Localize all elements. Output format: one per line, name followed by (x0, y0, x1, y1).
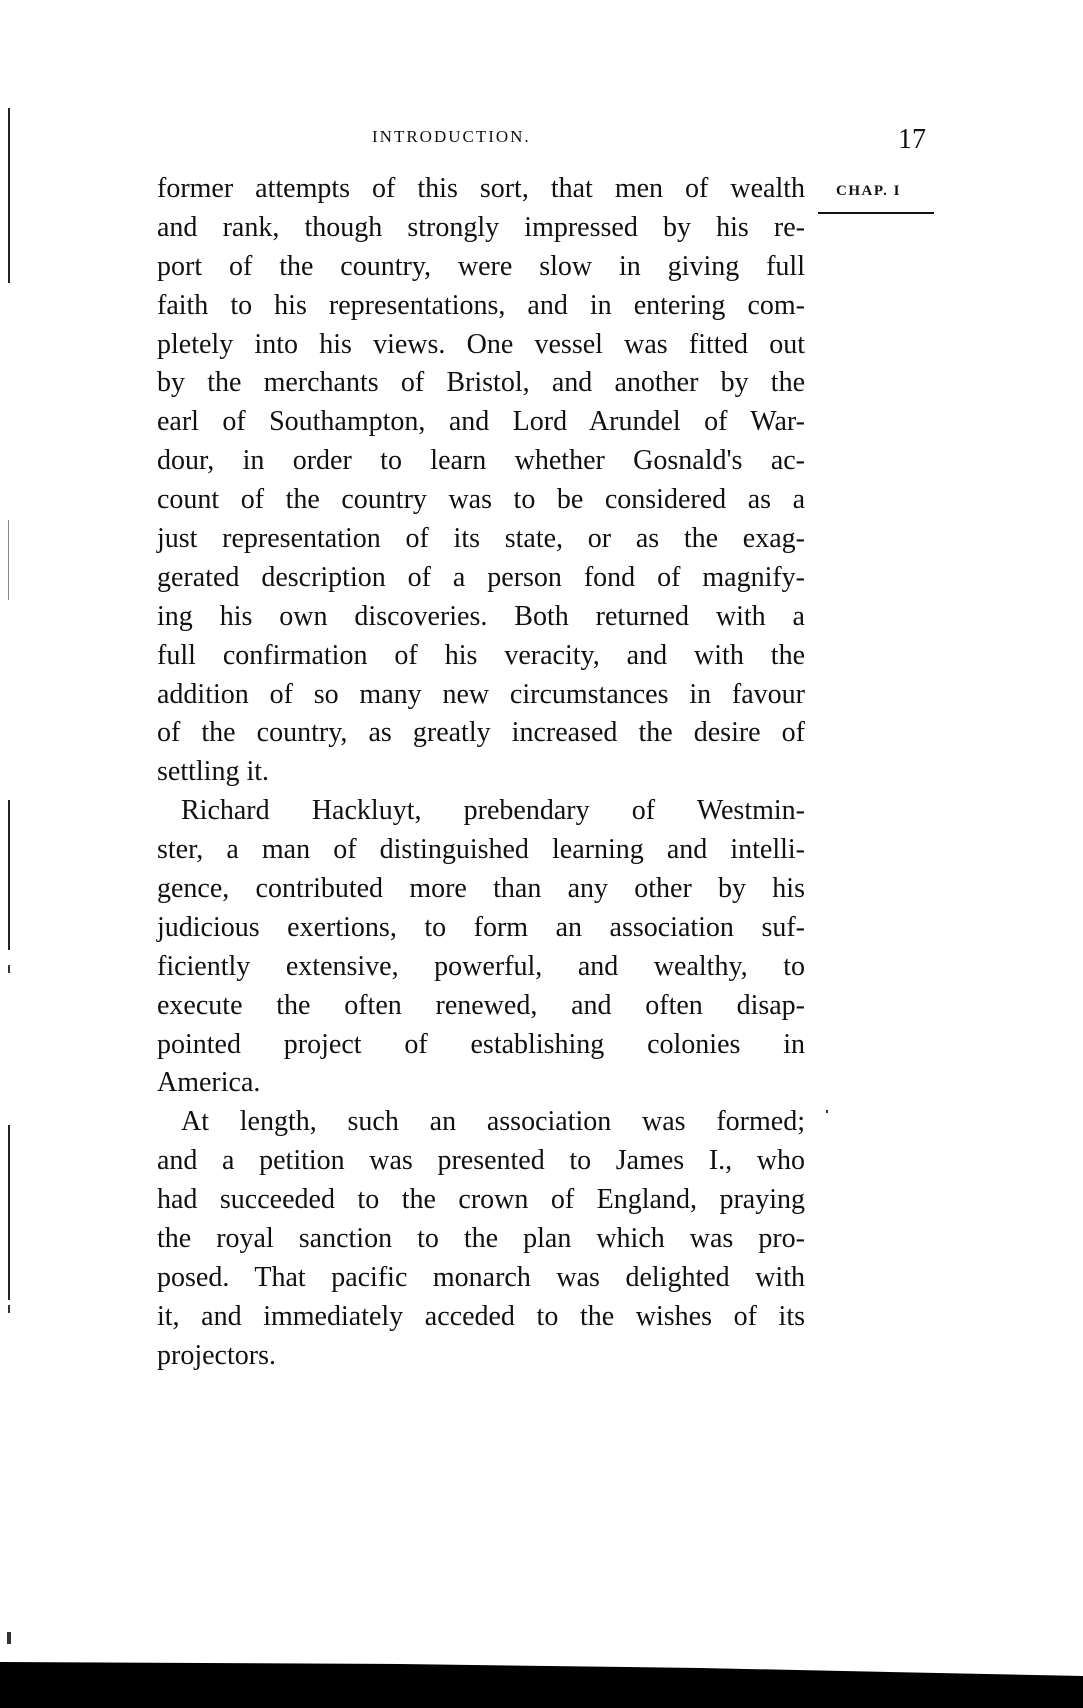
text-line: At length, such an association was formed; (181, 1106, 805, 1138)
text-line: just representation of its state, or as the exag- (157, 523, 805, 555)
page-number: 17 (898, 124, 926, 155)
text-line: it, and immediately acceded to the wishes of its (157, 1300, 805, 1332)
scan-dot (7, 1632, 11, 1644)
text-line: ficiently extensive, powerful, and wealthy, to (157, 950, 805, 982)
text-line: gerated description of a person fond of magnify- (157, 561, 805, 593)
text-line: former attempts of this sort, that men of wealth (157, 173, 805, 204)
scan-edge-mark (8, 108, 10, 283)
scan-bottom-shadow-shape (0, 1662, 1083, 1708)
text-line: count of the country was to be considered as a (157, 484, 805, 516)
text-line: of the country, as greatly increased the desire of (157, 717, 805, 749)
paragraph (157, 170, 805, 792)
text-line: had succeeded to the crown of England, praying (157, 1184, 805, 1216)
text-line: and rank, though strongly impressed by his re- (157, 211, 805, 243)
text-line: gence, contributed more than any other by his (157, 873, 805, 905)
scan-dot (826, 1110, 828, 1113)
text-line: settling it. (157, 756, 269, 788)
paragraph (157, 792, 805, 1103)
text-line: pletely into his views. One vessel was fitted out (157, 328, 805, 360)
text-line: America. (157, 1067, 261, 1099)
scan-edge-mark (8, 800, 10, 950)
text-line: full confirmation of his veracity, and with the (157, 639, 805, 671)
text-line: the royal sanction to the plan which was pro- (157, 1223, 805, 1255)
text-line: addition of so many new circumstances in favour (157, 678, 805, 710)
text-line: posed. That pacific monarch was delighted with (157, 1261, 805, 1293)
body-text (157, 170, 805, 1376)
text-line: execute the often renewed, and often disap- (157, 989, 805, 1021)
text-line: ing his own discoveries. Both returned with a (157, 600, 805, 632)
scan-dot (8, 965, 10, 973)
running-head: INTRODUCTION. (372, 127, 531, 146)
text-line: projectors. (157, 1339, 276, 1371)
text-line: earl of Southampton, and Lord Arundel of War- (157, 406, 805, 438)
margin-note-chapter: CHAP. I (836, 183, 901, 199)
paragraph (157, 1103, 805, 1375)
text-line: judicious exertions, to form an association suf- (157, 911, 805, 943)
text-line: dour, in order to learn whether Gosnald's ac- (157, 445, 805, 477)
text-line: faith to his representations, and in entering com- (157, 289, 805, 321)
margin-note-rule (818, 212, 934, 214)
text-line: and a petition was presented to James I., who (157, 1145, 805, 1177)
text-line: Richard Hackluyt, prebendary of Westmin- (181, 795, 805, 827)
scan-edge-mark (8, 1125, 10, 1300)
text-line: port of the country, were slow in giving full (157, 250, 805, 282)
text-line: ster, a man of distinguished learning and intelli- (157, 834, 805, 866)
text-line: by the merchants of Bristol, and another by the (157, 367, 805, 399)
text-line: pointed project of establishing colonies in (157, 1028, 805, 1060)
scan-dot (8, 1305, 10, 1313)
scan-edge-mark (8, 520, 9, 600)
